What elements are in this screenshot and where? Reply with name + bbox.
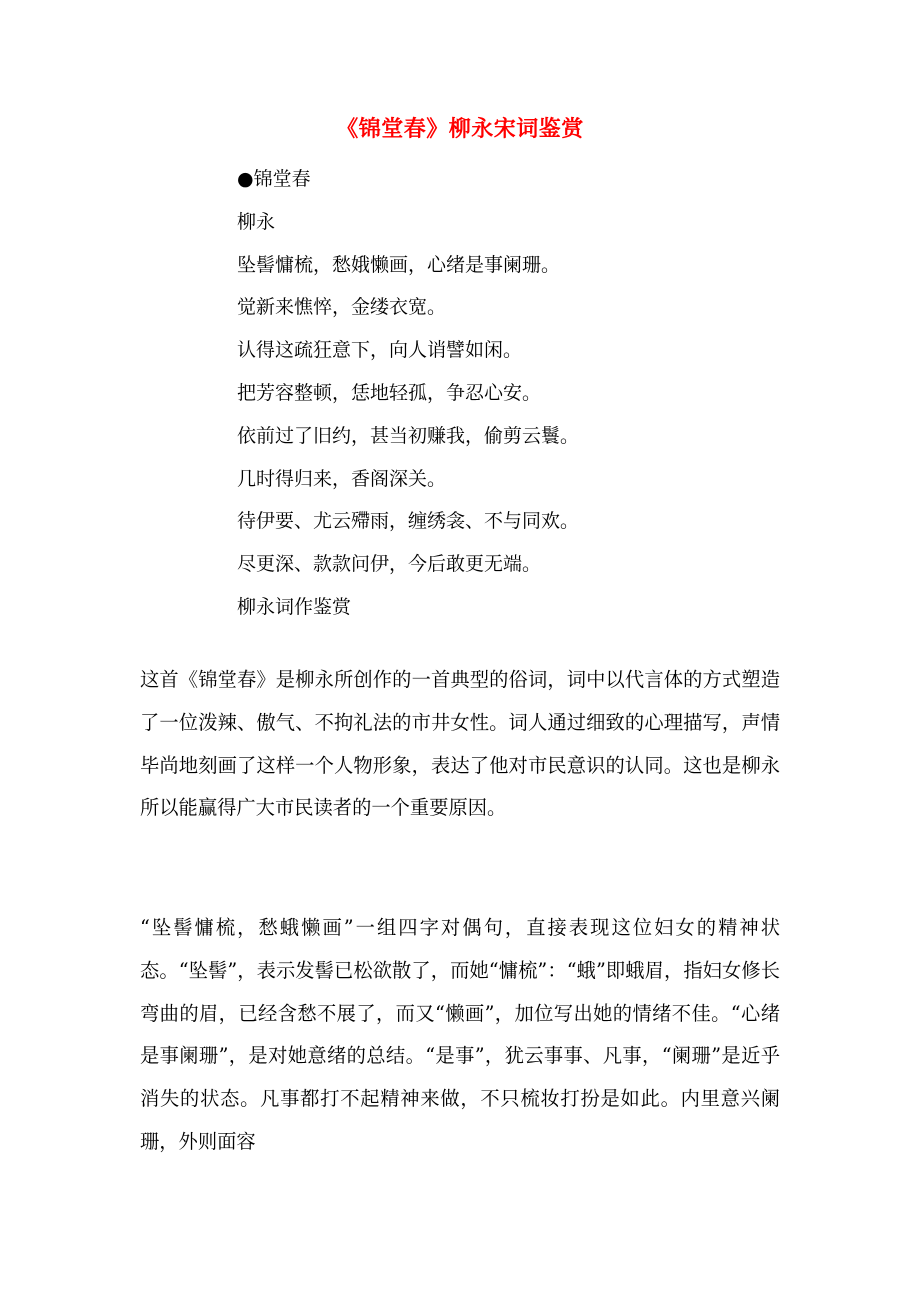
poem-line: 认得这疏狂意下，向人诮譬如闲。 — [237, 339, 523, 362]
poem-line: 尽更深、款款问伊，今后敢更无端。 — [237, 553, 542, 576]
document-title: 《锦堂春》柳永宋词鉴赏 — [336, 116, 584, 142]
appreciation-paragraph-2: “坠髻慵梳，愁蛾懒画”一组四字对偶句，直接表现这位妇女的精神状态。“坠髻”，表示发髻已松欲散了，而她“慵梳”：“蛾”即蛾眉，指妇女修长弯曲的眉，已经含愁不展了，而又“懒画”，加位写出她的情绪不佳。“心绪是事阑珊”，是对她意绪的总结。“是事”，犹云事事、凡事，“阑珊”是近乎消失的状态。凡事都打不起精神来做，不只梳妆打扮是如此。内里意兴阑珊，外则面容 — [140, 916, 780, 1153]
poem-line: 坠髻慵梳，愁娥懒画，心绪是事阑珊。 — [237, 253, 561, 276]
appreciation-paragraph-1: 这首《锦堂春》是柳永所创作的一首典型的俗词，词中以代言体的方式塑造了一位泼辣、傲气、不拘礼法的市井女性。词人通过细致的心理描写，声情毕尚地刻画了这样一个人物形象，表达了他对市民意识的认同。这也是柳永所以能赢得广大市民读者的一个重要原因。 — [140, 668, 780, 820]
poem-block — [237, 158, 797, 629]
poem-line-heading: ●锦堂春 — [237, 168, 311, 190]
poem-line: 待伊要、尤云殢雨，缠绣衾、不与同欢。 — [237, 510, 580, 533]
poem-line: 觉新来憔悴，金缕衣宽。 — [237, 296, 447, 319]
poem-line: 几时得归来，香阁深关。 — [237, 467, 447, 490]
poem-line: 把芳容整顿，恁地轻孤，争忍心安。 — [237, 381, 542, 404]
poem-line-author: 柳永 — [237, 210, 276, 233]
appreciation-heading: 柳永词作鉴赏 — [237, 595, 352, 618]
poem-line: 依前过了旧约，甚当初赚我，偷剪云鬟。 — [237, 424, 580, 447]
